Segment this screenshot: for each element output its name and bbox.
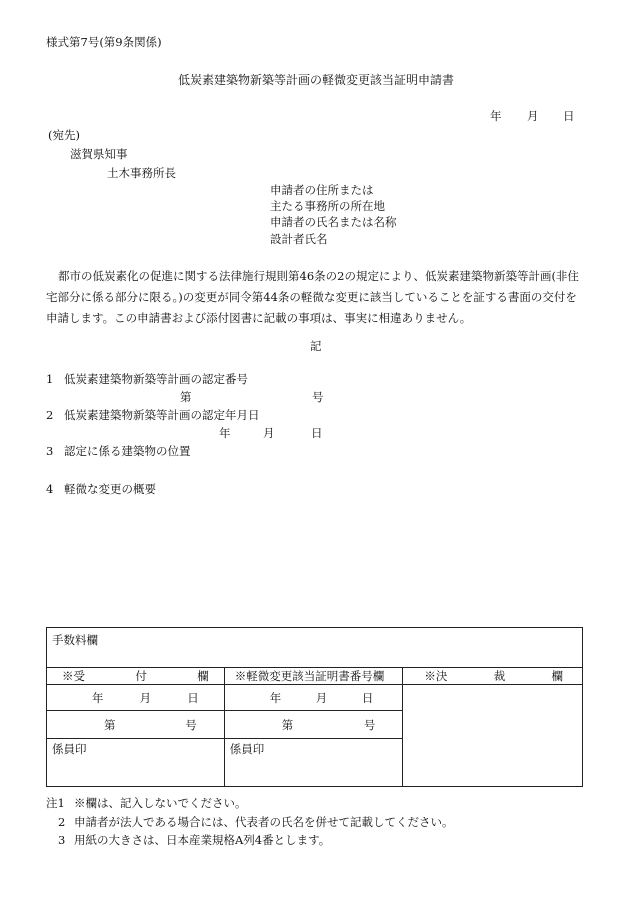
cert-number-prefix: 第 bbox=[281, 717, 294, 732]
document-title: 低炭素建築物新築等計画の軽微変更該当証明申請書 bbox=[178, 73, 455, 87]
reception-date-cell bbox=[47, 685, 225, 711]
item-number: 1 bbox=[46, 372, 54, 386]
cert-number-header-label: ※軽微変更該当証明書番号欄 bbox=[234, 669, 385, 683]
note-3-number: 3 bbox=[58, 833, 66, 847]
item-label: 低炭素建築物新築等計画の認定番号 bbox=[64, 372, 248, 386]
note-1-number: 注1 bbox=[46, 796, 65, 810]
cert-date-month: 月 bbox=[263, 426, 275, 440]
applicant-office-label: 主たる事務所の所在地 bbox=[270, 199, 385, 213]
reception-header-2: 付 bbox=[135, 669, 147, 683]
reception-number-cell bbox=[47, 711, 225, 739]
addressee-governor: 滋賀県知事 bbox=[70, 147, 128, 161]
approval-header-1: ※決 bbox=[424, 669, 448, 683]
reception-header-3: 欄 bbox=[197, 669, 209, 683]
note-1-text: ※欄は、記入しないでください。 bbox=[74, 796, 247, 810]
item-label: 認定に係る建築物の位置 bbox=[64, 444, 191, 458]
approval-cell bbox=[403, 685, 583, 787]
addressee-prefix: (宛先) bbox=[48, 128, 80, 142]
reception-month: 月 bbox=[139, 690, 152, 705]
form-number: 様式第7号(第9条関係) bbox=[46, 35, 162, 49]
cert-number-prefix: 第 bbox=[180, 390, 192, 404]
reception-year: 年 bbox=[92, 690, 104, 705]
fee-label: 手数料欄 bbox=[52, 633, 98, 647]
reception-seal-cell bbox=[47, 739, 225, 787]
cert-number-header bbox=[224, 668, 403, 685]
applicant-name-label: 申請者の氏名または名称 bbox=[270, 215, 397, 229]
reception-header bbox=[47, 668, 225, 685]
item-label: 軽微な変更の概要 bbox=[64, 482, 156, 496]
cert-date-cell bbox=[224, 685, 403, 711]
addressee-office: 土木事務所長 bbox=[107, 166, 176, 180]
cert-number-cell bbox=[224, 711, 403, 739]
item-number: 2 bbox=[46, 408, 54, 422]
note-2-number: 2 bbox=[58, 815, 66, 829]
reception-header-1: ※受 bbox=[62, 669, 85, 683]
applicant-address-label: 申請者の住所または bbox=[270, 183, 374, 197]
note-2-text: 申請者が法人である場合には、代表者の氏名を併せて記載してください。 bbox=[74, 815, 454, 829]
cert-year: 年 bbox=[269, 690, 282, 705]
approval-header-3: 欄 bbox=[551, 669, 563, 683]
cert-seal-cell bbox=[224, 739, 403, 787]
reception-day: 日 bbox=[187, 690, 199, 705]
approval-header-2: 裁 bbox=[493, 669, 506, 683]
item-number: 4 bbox=[46, 482, 54, 496]
fee-table bbox=[46, 627, 583, 787]
body-paragraph: 都市の低炭素化の促進に関する法律施行規則第46条の2の規定により、低炭素建築物新築等計画(非住宅部分に係る部分に限る。)の変更が同令第44条の軽微な変更に該当していることを証する書面の交付を申請します。この申請書および添付図書に記載の事項は、事実に相違ありません。 bbox=[46, 269, 579, 325]
designer-name-label: 設計者氏名 bbox=[270, 232, 328, 246]
date-month: 月 bbox=[527, 109, 539, 123]
approval-header bbox=[403, 668, 583, 685]
cert-month: 月 bbox=[315, 690, 328, 705]
date-day: 日 bbox=[563, 109, 575, 123]
reception-staff-seal: 係員印 bbox=[52, 742, 87, 756]
fee-cell bbox=[47, 628, 583, 668]
item-number: 3 bbox=[46, 444, 54, 458]
cert-number-suffix: 号 bbox=[312, 390, 324, 404]
item-label: 低炭素建築物新築等計画の認定年月日 bbox=[64, 408, 260, 422]
cert-staff-seal: 係員印 bbox=[229, 742, 265, 756]
cert-day: 日 bbox=[361, 690, 374, 705]
cert-number-suffix: 号 bbox=[363, 717, 376, 732]
date-year: 年 bbox=[490, 109, 502, 123]
reception-number-suffix: 号 bbox=[185, 717, 197, 732]
reception-number-prefix: 第 bbox=[104, 717, 116, 732]
ki-heading: 記 bbox=[310, 339, 322, 353]
note-3-text: 用紙の大きさは、日本産業規格A列4番とします。 bbox=[74, 833, 331, 847]
cert-date-day: 日 bbox=[311, 426, 323, 440]
cert-date-year: 年 bbox=[219, 426, 231, 440]
